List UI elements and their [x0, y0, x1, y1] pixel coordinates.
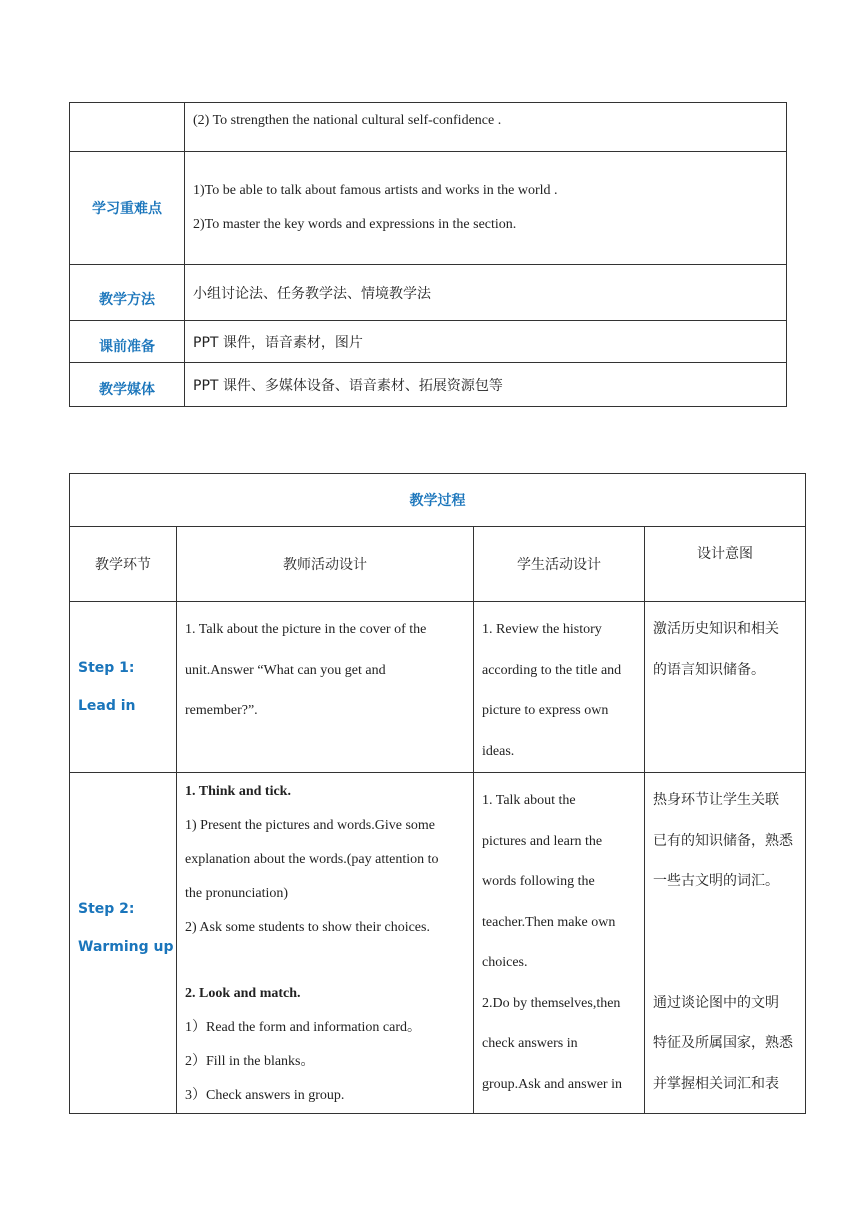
step2-student-line: check answers in	[482, 1036, 578, 1051]
step1-number: Step 1:	[78, 660, 135, 676]
header-stage: 教学环节	[70, 527, 177, 602]
step2-teacher-line: 2) Ask some students to show their choices.	[185, 920, 430, 935]
step2-teacher-line: 3）Check answers in group.	[185, 1088, 345, 1103]
preparation-text: PPT 课件，语音素材，图片	[185, 321, 787, 363]
step1-student-line: 1. Review the history	[482, 622, 602, 637]
think-and-tick-title: 1. Think and tick.	[185, 784, 291, 799]
step1-student-line: according to the title and	[482, 662, 622, 678]
media-label: 教学媒体	[70, 363, 185, 407]
step2-student-line: 2.Do by themselves,then	[482, 995, 621, 1011]
step2-student-line: words following the	[482, 874, 595, 889]
key-points-text	[185, 152, 787, 265]
key-point-2: 2)To master the key words and expressions in the section.	[193, 217, 517, 232]
step2-intent-line: 热身环节让学生关联	[653, 792, 779, 808]
step2-label	[70, 773, 177, 1114]
process-title: 教学过程	[70, 474, 806, 527]
header-teacher: 教师活动设计	[177, 527, 474, 602]
header-student: 学生活动设计	[474, 527, 645, 602]
step2-teacher-line: 1）Read the form and information card。	[185, 1020, 421, 1035]
step2-student	[474, 773, 645, 1114]
row-label-empty	[70, 103, 185, 152]
preparation-label: 课前准备	[70, 321, 185, 363]
step1-student-line: picture to express own	[482, 703, 609, 718]
objectives-table	[69, 102, 787, 407]
step1-intent	[645, 602, 806, 773]
step2-teacher-line: 2）Fill in the blanks。	[185, 1054, 315, 1069]
look-and-match-title: 2. Look and match.	[185, 986, 301, 1001]
key-point-1: 1)To be able to talk about famous artists and works in the world .	[193, 183, 558, 198]
step2-student-line: pictures and learn the	[482, 833, 603, 849]
step2-intent-line: 并掌握相关词汇和表	[653, 1075, 779, 1092]
step2-intent-line: 已有的知识储备，熟悉	[653, 832, 793, 849]
step1-teacher-line: 1. Talk about the picture in the cover of the	[185, 622, 427, 637]
methods-label: 教学方法	[70, 265, 185, 321]
step1-intent-line: 激活历史知识和相关	[653, 621, 779, 637]
step1-student-line: ideas.	[482, 743, 515, 759]
objective-text: (2) To strengthen the national cultural self-confidence .	[185, 103, 787, 152]
step1-teacher	[177, 602, 474, 773]
methods-text: 小组讨论法、任务教学法、情境教学法	[185, 265, 787, 321]
step1-teacher-line: unit.Answer “What can you get and	[185, 662, 386, 678]
step2-student-line: choices.	[482, 955, 528, 970]
step2-teacher-line: 1) Present the pictures and words.Give some	[185, 818, 435, 833]
header-intent: 设计意图	[645, 527, 806, 602]
step1-name: Lead in	[78, 698, 136, 714]
step2-student-line: teacher.Then make own	[482, 914, 616, 930]
step2-intent	[645, 773, 806, 1114]
step2-intent-line: 特征及所属国家，熟悉	[653, 1035, 793, 1051]
step2-name: Warming up	[78, 939, 174, 955]
step1-teacher-line: remember?”.	[185, 703, 258, 718]
step2-teacher-line: the pronunciation)	[185, 886, 289, 901]
spacer	[653, 902, 799, 983]
teaching-process-table	[69, 473, 806, 1114]
step2-teacher-line: explanation about the words.(pay attention to	[185, 852, 439, 867]
step2-student-line: group.Ask and answer in	[482, 1076, 622, 1092]
step2-number: Step 2:	[78, 901, 135, 917]
key-points-label: 学习重难点	[70, 152, 185, 265]
media-text: PPT 课件、多媒体设备、语音素材、拓展资源包等	[185, 363, 787, 407]
step2-student-line: 1. Talk about the	[482, 793, 576, 808]
step1-student	[474, 602, 645, 773]
step2-intent-line: 一些古文明的词汇。	[653, 873, 779, 889]
spacer	[185, 945, 467, 977]
step2-teacher	[177, 773, 474, 1114]
step2-intent-line: 通过谈论图中的文明	[653, 994, 779, 1011]
step1-label	[70, 602, 177, 773]
step1-intent-line: 的语言知识储备。	[653, 661, 765, 678]
